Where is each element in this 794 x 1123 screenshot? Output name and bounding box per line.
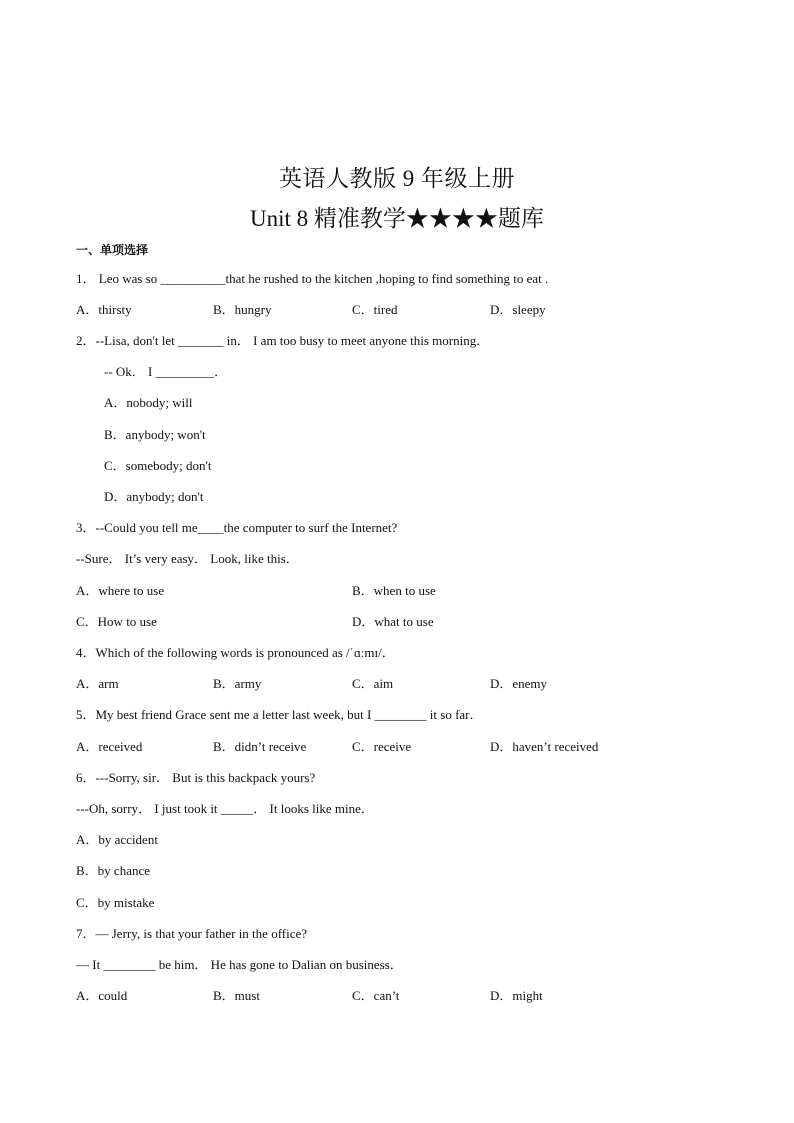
question-4-option-b[interactable]: B．army — [213, 676, 262, 691]
question-3-option-d[interactable]: D．what to use — [352, 614, 434, 629]
question-2-option-d[interactable]: D．anybody; don't — [104, 489, 204, 504]
question-1-option-c[interactable]: C．tired — [352, 302, 398, 317]
question-4-option-a[interactable]: A．arm — [76, 676, 119, 691]
question-3-stem: 3．--Could you tell me____the computer to surf the Internet? — [76, 520, 398, 535]
question-4-option-d[interactable]: D．enemy — [490, 676, 548, 691]
question-1-option-b[interactable]: B．hungry — [213, 302, 272, 317]
question-1-stem: 1． Leo was so __________that he rushed to the kitchen ,hoping to find something to eat . — [76, 271, 549, 286]
question-4-stem: 4．Which of the following words is pronounced as /ˈɑːmɪ/． — [76, 645, 395, 660]
question-1-option-d[interactable]: D．sleepy — [490, 302, 546, 317]
question-5-stem: 5．My best friend Grace sent me a letter last week, but I ________ it so far． — [76, 707, 483, 722]
question-7-option-b[interactable]: B．must — [213, 988, 260, 1003]
question-7-option-a[interactable]: A．could — [76, 988, 128, 1003]
question-6-option-a[interactable]: A．by accident — [76, 832, 158, 847]
question-6-option-b[interactable]: B．by chance — [76, 863, 151, 878]
question-5-option-c[interactable]: C．receive — [352, 739, 412, 754]
question-7-response: — It ________ be him． He has gone to Dalian on business． — [76, 957, 403, 972]
question-3-response: --Sure． It’s very easy． Look, like this． — [76, 551, 299, 566]
question-7-option-d[interactable]: D．might — [490, 988, 543, 1003]
section-heading: 一、单项选择 — [76, 243, 149, 257]
question-5-option-b[interactable]: B．didn’t receive — [213, 739, 307, 754]
question-3-option-b[interactable]: B．when to use — [352, 583, 436, 598]
question-2-option-b[interactable]: B．anybody; won't — [104, 427, 206, 442]
question-2-option-a[interactable]: A．nobody; will — [104, 395, 193, 410]
question-6-option-c[interactable]: C．by mistake — [76, 895, 155, 910]
document-subtitle: Unit 8 精准教学★★★★题库 — [250, 206, 544, 231]
question-5-option-a[interactable]: A．received — [76, 739, 143, 754]
question-3-option-c[interactable]: C．How to use — [76, 614, 157, 629]
question-4-option-c[interactable]: C．aim — [352, 676, 394, 691]
question-1-option-a[interactable]: A．thirsty — [76, 302, 132, 317]
question-2-response: -- Ok． I _________． — [104, 364, 228, 379]
question-6-response: ---Oh, sorry． I just took it _____． It looks like mine． — [76, 801, 374, 816]
question-7-stem: 7．— Jerry, is that your father in the office? — [76, 926, 308, 941]
question-5-option-d[interactable]: D．haven’t received — [490, 739, 599, 754]
question-3-option-a[interactable]: A．where to use — [76, 583, 165, 598]
question-2-option-c[interactable]: C．somebody; don't — [104, 458, 212, 473]
question-6-stem: 6．---Sorry, sir． But is this backpack yours? — [76, 770, 316, 785]
question-2-stem: 2．--Lisa, don't let _______ in． I am too busy to meet anyone this morning． — [76, 333, 490, 348]
question-7-option-c[interactable]: C．can’t — [352, 988, 400, 1003]
document-title: 英语人教版 9 年级上册 — [279, 166, 515, 191]
